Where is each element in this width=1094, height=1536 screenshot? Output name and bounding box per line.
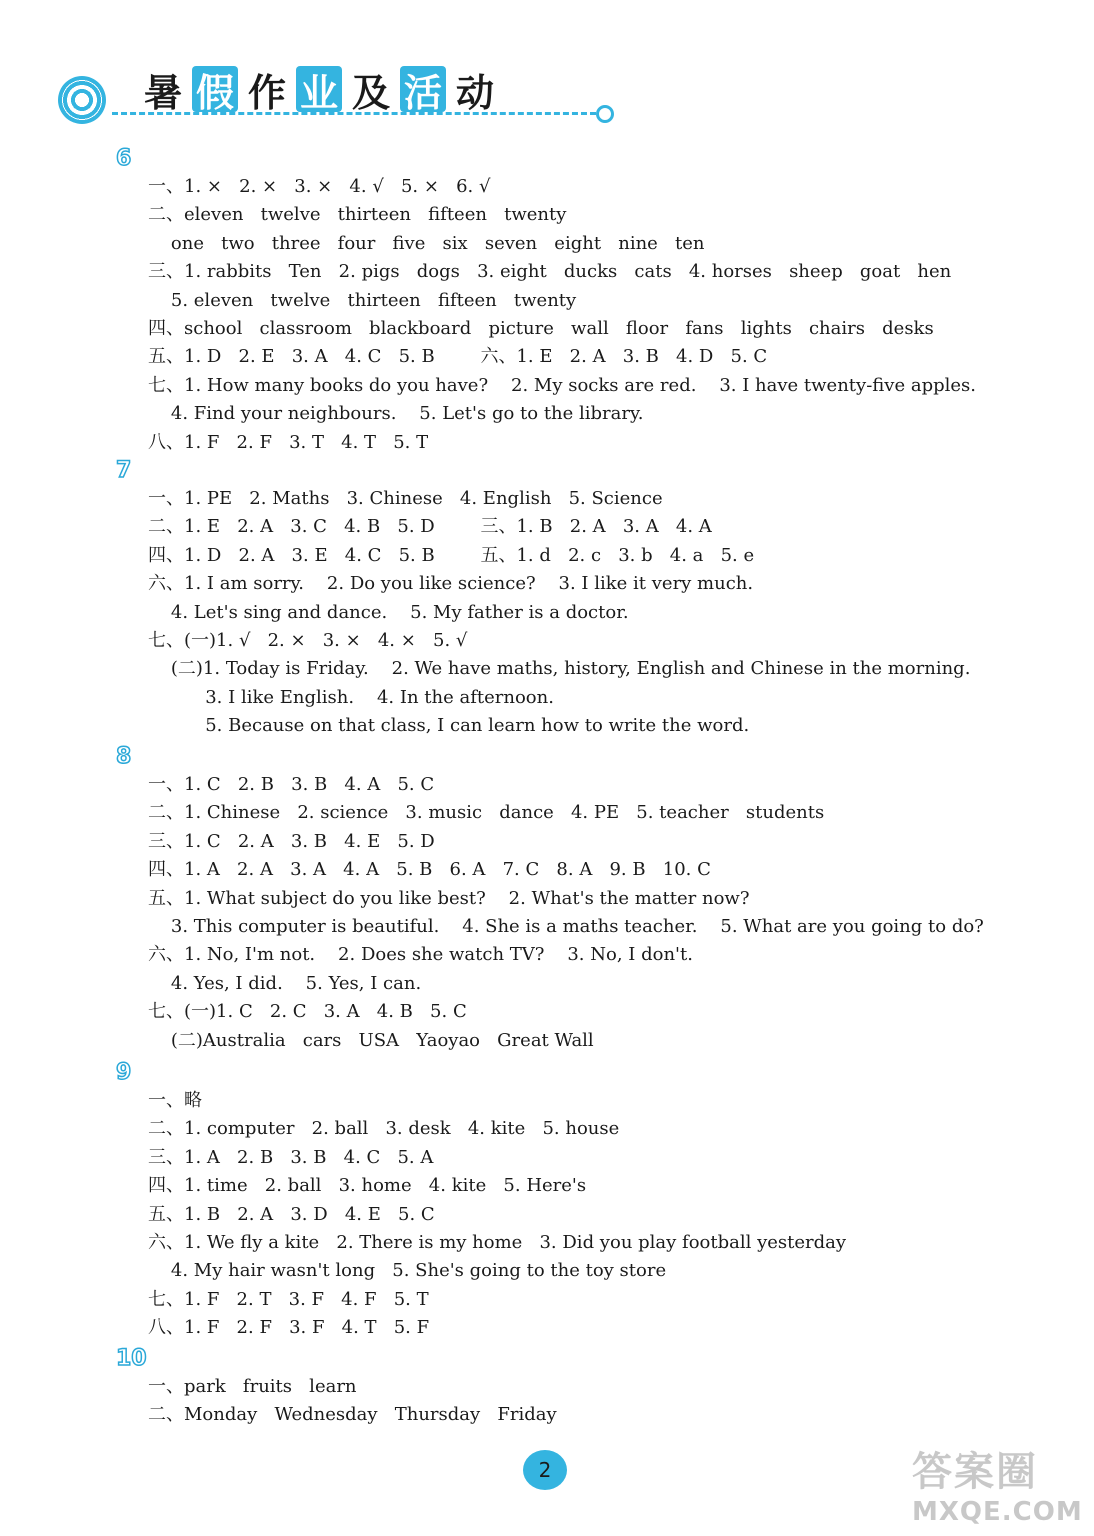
title-char: 动	[455, 70, 494, 115]
answer-line: 二、1. E 2. A 3. C 4. B 5. D 三、1. B 2. A 3. A 4. A	[148, 516, 712, 538]
section-number: 7	[116, 458, 132, 483]
answer-line: 五、1. D 2. E 3. A 4. C 5. B 六、1. E 2. A 3. B 4. D 5. C	[148, 346, 768, 368]
title-char: 业	[296, 66, 342, 112]
answer-line: 一、1. PE 2. Maths 3. Chinese 4. English 5. Science	[148, 488, 663, 509]
answer-line: 六、1. I am sorry. 2. Do you like science? 3. I like it very much.	[148, 573, 754, 595]
answer-line: 七、1. F 2. T 3. F 4. F 5. T	[148, 1288, 429, 1310]
answer-line: 5. eleven twelve thirteen fifteen twenty	[148, 289, 577, 311]
answer-line: 六、1. We fly a kite 2. There is my home 3. Did you play football yesterday	[148, 1232, 847, 1253]
answer-line: 4. My hair wasn't long 5. She's going to the toy store	[148, 1260, 667, 1282]
answer-line: 四、school classroom blackboard picture wall floor fans lights chairs desks	[148, 318, 934, 339]
watermark-url: MXQE.COM	[912, 1497, 1083, 1527]
answer-line: 二、1. Chinese 2. science 3. music dance 4. PE 5. teacher students	[148, 802, 825, 824]
section-number: 6	[116, 146, 132, 171]
page-header	[58, 62, 578, 132]
answer-line: 八、1. F 2. F 3. F 4. T 5. F	[148, 1317, 430, 1339]
title-char: 暑	[143, 70, 182, 115]
header-dashed-divider	[112, 112, 596, 115]
page-title	[140, 66, 498, 115]
answer-line: 3. This computer is beautiful. 4. She is a maths teacher. 5. What are you going to do?	[148, 916, 984, 937]
answer-line: 三、1. C 2. A 3. B 4. E 5. D	[148, 830, 435, 852]
answer-line: (二)Australia cars USA Yaoyao Great Wall	[148, 1029, 594, 1051]
answer-line: 一、略	[148, 1090, 202, 1111]
answer-line: 五、1. B 2. A 3. D 4. E 5. C	[148, 1203, 435, 1225]
answer-line: 一、1. C 2. B 3. B 4. A 5. C	[148, 774, 435, 795]
answer-line: 3. I like English. 4. In the afternoon.	[148, 686, 554, 708]
section-number: 10	[116, 1346, 147, 1371]
page-number: 2	[523, 1450, 567, 1490]
answer-line: 一、1. × 2. × 3. × 4. √ 5. × 6. √	[148, 176, 491, 197]
answer-line: 三、1. A 2. B 3. B 4. C 5. A	[148, 1146, 434, 1168]
answer-line: 七、(一)1. C 2. C 3. A 4. B 5. C	[148, 1001, 467, 1023]
answer-line: 三、1. rabbits Ten 2. pigs dogs 3. eight ducks cats 4. horses sheep goat hen	[148, 261, 952, 283]
answer-line: 4. Find your neighbours. 5. Let's go to the library.	[148, 403, 644, 425]
answer-line: 七、1. How many books do you have? 2. My socks are red. 3. I have twenty-five apples.	[148, 374, 976, 396]
answer-line: 二、Monday Wednesday Thursday Friday	[148, 1404, 557, 1426]
watermark	[912, 1440, 1088, 1530]
watermark-logo-text: 答案圈	[912, 1449, 1038, 1495]
answer-line: 二、eleven twelve thirteen fifteen twenty	[148, 204, 567, 226]
title-char: 假	[192, 66, 238, 112]
answer-line: one two three four five six seven eight nine ten	[148, 232, 705, 254]
answer-line: 六、1. No, I'm not. 2. Does she watch TV? 3. No, I don't.	[148, 944, 693, 966]
answer-line: 4. Let's sing and dance. 5. My father is a doctor.	[148, 601, 629, 623]
concentric-circle-logo-icon	[58, 76, 106, 124]
answer-line: 四、1. time 2. ball 3. home 4. kite 5. Here's	[148, 1175, 587, 1197]
answer-line: 五、1. What subject do you like best? 2. What's the matter now?	[148, 887, 750, 909]
answer-line: 一、park fruits learn	[148, 1376, 357, 1397]
answer-line: 八、1. F 2. F 3. T 4. T 5. T	[148, 431, 429, 453]
title-char: 活	[400, 66, 446, 112]
answer-line: 七、(一)1. √ 2. × 3. × 4. × 5. √	[148, 630, 468, 651]
section-number: 8	[116, 744, 132, 769]
answer-line: 4. Yes, I did. 5. Yes, I can.	[148, 972, 422, 994]
answer-line: 四、1. D 2. A 3. E 4. C 5. B 五、1. d 2. c 3. b 4. a 5. e	[148, 544, 755, 566]
divider-end-circle-icon	[596, 105, 614, 123]
section-number: 9	[116, 1060, 132, 1085]
answer-line: 二、1. computer 2. ball 3. desk 4. kite 5. house	[148, 1118, 620, 1140]
answer-line: (二)1. Today is Friday. 2. We have maths, history, English and Chinese in the morning.	[148, 658, 971, 680]
title-char: 及	[351, 70, 390, 115]
title-char: 作	[247, 70, 286, 115]
answer-line: 四、1. A 2. A 3. A 4. A 5. B 6. A 7. C 8. A 9. B 10. C	[148, 859, 711, 881]
answer-line: 5. Because on that class, I can learn how to write the word.	[148, 715, 750, 737]
